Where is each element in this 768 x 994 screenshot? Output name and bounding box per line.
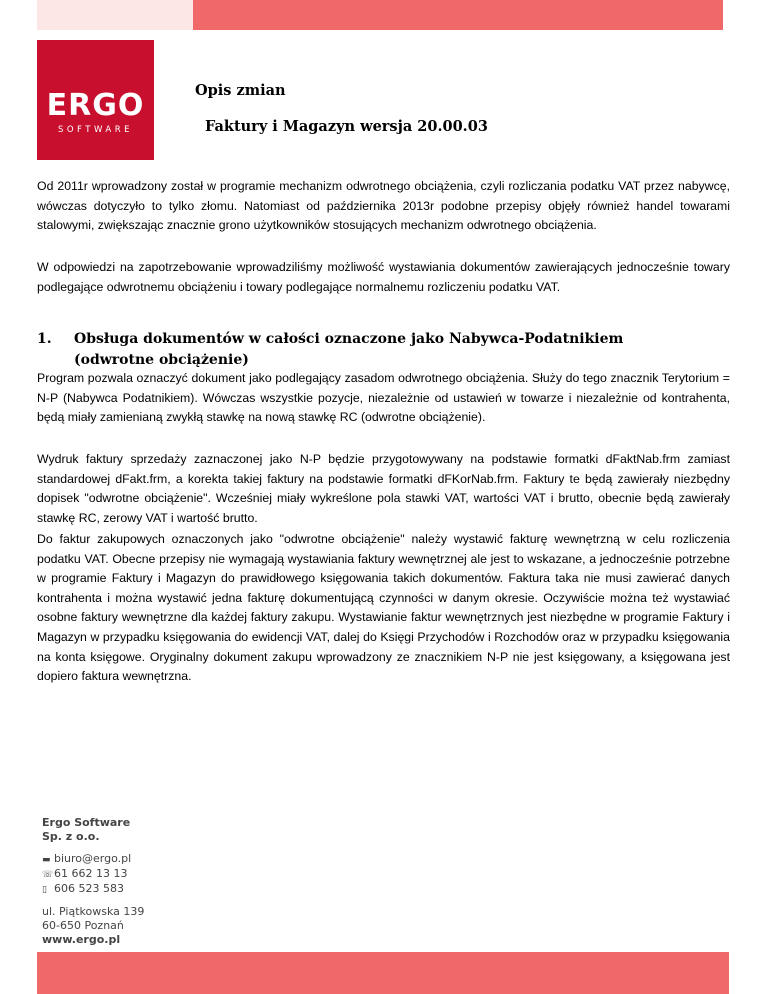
city-address: 60-650 Poznań <box>42 919 124 932</box>
intro-paragraph-1: Od 2011r wprowadzony został w programie mechanizm odwrotnego obciążenia, czyli rozliczania podatku VAT przez nabywcę, wówczas dotyczyło to tylko złomu. Natomiast od października 2013r podobne przepisy objęły również handel towarami stalowymi, zwiększając znacznie grono użytkowników stosujących mechanizm odwrotnego obciążenia. <box>37 179 730 233</box>
logo-word: ERGO <box>46 88 145 123</box>
website-link[interactable]: www.ergo.pl <box>42 933 121 946</box>
section-1-paragraph-2: Wydruk faktury sprzedaży zaznaczonej jako N-P będzie przygotowywany na podstawie formatki dFaktNab.frm zamiast standardowej dFakt.frm, a korekta takiej faktury na podstawie formatki dFKorNab.frm. Faktury te będą zawierały niezbędny dopisek "odwrotne obciążenie". Wcześniej miały wykreślone pola stawki VAT, wartości VAT i brutto, obecnie będą zawierały stawkę RC, zerowy VAT i wartość brutto. <box>37 452 730 525</box>
section-1-paragraph-1: Program pozwala oznaczyć dokument jako podlegający zasadom odwrotnego obciążenia. Służy do tego znacznik Terytorium = N-P (Nabywca Podatnikiem). Wówczas wszystkie pozycje, niezależnie od ustawień w towarze i niezależnie od kontrahenta, będą miały zamienianą zwykłą stawkę na nową stawkę RC (odwrotne obciążenie). <box>37 371 730 425</box>
company-name: Ergo Software <box>42 816 131 829</box>
section-number: 1. <box>37 331 52 347</box>
mobile-text: 606 523 583 <box>54 882 124 895</box>
company-legal-form: Sp. z o.o. <box>42 830 100 843</box>
section-1-paragraph-3: Do faktur zakupowych oznaczonych jako "odwrotne obciążenie" należy wystawić fakturę wewnętrzną w celu rozliczenia podatku VAT. Obecne przepisy nie wymagają wystawiania faktury wewnętrznej ale jest to wskazane, a jednocześnie potrzebne w programie Faktury i Magazyn do prawidłowego księgowania takich dokumentów. Faktura taka nie musi zawierać danych kontrahenta i można wystawić jedna fakturę dokumentującą czynności w danym okresie. Oczywiście można też wystawiać osobne faktury wewnętrzne dla każdej faktury zakupu. Wystawianie faktur wewnętrznych jest niezbędne w programie Faktury i Magazyn w przypadku księgowania do ewidencji VAT, dalej do Księgi Przychodów i Rozchodów oraz w przypadku księgowania na konta księgowe. Oryginalny dokument zakupu wprowadzony ze znacznikiem N-P nie jest księgowany, a księgowana jest dopiero faktura wewnętrzna. <box>37 532 730 684</box>
top-accent-bar <box>193 0 723 30</box>
bottom-accent-bar <box>37 952 729 994</box>
email-text: biuro@ergo.pl <box>54 852 132 865</box>
phone-icon: ☏ <box>42 870 54 880</box>
intro-paragraph-2: W odpowiedzi na zapotrzebowanie wprowadziliśmy możliwość wystawiania dokumentów zawierających jednocześnie towary podlegające odwrotnemu obciążeniu i towary podlegające normalnemu rozliczeniu podatku VAT. <box>37 260 730 294</box>
top-accent-bar-light <box>37 0 193 30</box>
street-address: ul. Piątkowska 139 <box>42 905 145 918</box>
section-title: Obsługa dokumentów w całości oznaczone jako Nabywca-Podatnikiem (odwrotne obciążenie) <box>74 331 624 368</box>
document-title: Opis zmian <box>195 82 286 99</box>
mobile-line <box>42 882 144 897</box>
logo-subtitle: SOFTWARE <box>57 125 134 135</box>
document-subtitle: Faktury i Magazyn wersja 20.00.03 <box>205 118 488 135</box>
ergo-software-logo <box>37 40 154 160</box>
mobile-phone-icon: ▯ <box>42 885 47 895</box>
company-footer <box>42 816 144 947</box>
email-line <box>42 852 144 867</box>
phone-line <box>42 867 144 882</box>
envelope-icon: ▬ <box>42 855 51 865</box>
phone-text: 61 662 13 13 <box>54 867 128 880</box>
